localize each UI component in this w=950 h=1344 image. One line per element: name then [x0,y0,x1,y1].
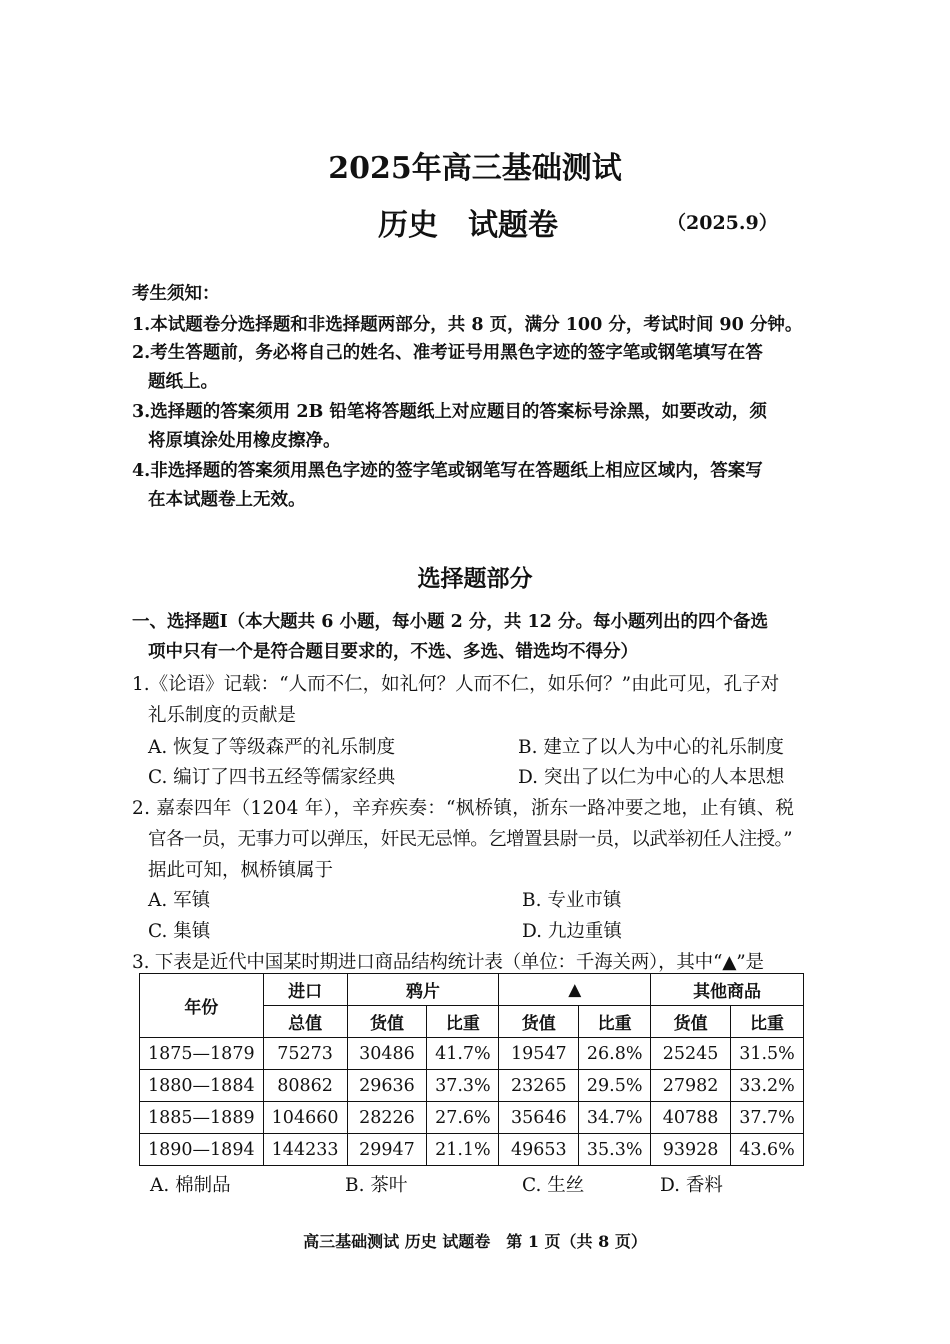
header-share: 比重 [579,1006,651,1038]
part-instructions: 项中只有一个是符合题目要求的，不选、多选、错选均不得分） [148,642,638,662]
page-footer: 高三基础测试 历史 试题卷 第 1 页（共 8 页） [303,1232,647,1251]
q1-stem: 礼乐制度的贡献是 [148,705,297,726]
q2-stem: 据此可知，枫桥镇属于 [148,860,334,881]
q2-option-b: B. 专业市镇 [522,890,622,911]
notice-line: 在本试题卷上无效。 [148,490,306,510]
table-cell: 23265 [499,1070,579,1102]
table-cell: 43.6% [731,1134,804,1166]
notice-line: 将原填涂处用橡皮擦净。 [148,431,341,451]
q1-stem: 1.《论语》记载：“人而不仁，如礼何？人而不仁，如乐何？”由此可见，孔子对 [132,674,780,695]
table-row [140,1070,804,1102]
table-cell: 35.3% [579,1134,651,1166]
header-total: 总值 [263,1006,347,1038]
notice-line: 3.选择题的答案须用 2B 铅笔将答题纸上对应题目的答案标号涂黑，如要改动，须 [132,402,767,422]
header-unknown-commodity: ▲ [499,974,651,1006]
table-cell: 27.6% [427,1102,499,1134]
table-cell: 35646 [499,1102,579,1134]
table-cell: 104660 [263,1102,347,1134]
table-cell: 1885—1889 [140,1102,264,1134]
q1-option-c: C. 编订了四书五经等儒家经典 [148,767,396,788]
q3-option-c: C. 生丝 [522,1175,585,1196]
header-other: 其他商品 [651,974,804,1006]
exam-subtitle: 历史 试题卷 [378,208,558,243]
q2-stem: 官各一员，无事力可以弹压，奸民无忌惮。乞增置县尉一员，以武举初任人注授。” [148,829,793,850]
exam-title: 2025年高三基础测试 [328,151,622,186]
header-value: 货值 [499,1006,579,1038]
q3-option-a: A. 棉制品 [150,1175,231,1196]
table-cell: 80862 [263,1070,347,1102]
table-cell: 75273 [263,1038,347,1070]
table-cell: 34.7% [579,1102,651,1134]
notice-line: 2.考生答题前，务必将自己的姓名、准考证号用黑色字迹的签字笔或钢笔填写在答 [132,343,763,363]
table-cell: 37.7% [731,1102,804,1134]
q3-option-b: B. 茶叶 [345,1175,408,1196]
q1-option-b: B. 建立了以人为中心的礼乐制度 [518,737,784,758]
q3-stem: 3. 下表是近代中国某时期进口商品结构统计表（单位：千海关两），其中“▲”是 [132,952,764,973]
table-cell: 40788 [651,1102,731,1134]
table-cell: 21.1% [427,1134,499,1166]
table-cell: 19547 [499,1038,579,1070]
import-structure-table [139,973,804,1166]
table-cell: 28226 [347,1102,427,1134]
table-cell: 37.3% [427,1070,499,1102]
q1-option-a: A. 恢复了等级森严的礼乐制度 [148,737,396,758]
q1-option-d: D. 突出了以仁为中心的人本思想 [518,767,785,788]
table-cell: 30486 [347,1038,427,1070]
table-cell: 1890—1894 [140,1134,264,1166]
notice-line: 题纸上。 [148,372,218,392]
header-value: 货值 [347,1006,427,1038]
table-cell: 49653 [499,1134,579,1166]
table-header-row [140,974,804,1006]
q3-option-d: D. 香料 [660,1175,723,1196]
table-cell: 26.8% [579,1038,651,1070]
table-cell: 33.2% [731,1070,804,1102]
table-cell: 27982 [651,1070,731,1102]
header-total: 进口 [263,974,347,1006]
table-cell: 1880—1884 [140,1070,264,1102]
header-share: 比重 [731,1006,804,1038]
exam-date: （2025.9） [667,212,778,234]
section-title: 选择题部分 [417,565,533,592]
table-cell: 93928 [651,1134,731,1166]
table-cell: 25245 [651,1038,731,1070]
notice-line: 4.非选择题的答案须用黑色字迹的签字笔或钢笔写在答题纸上相应区域内，答案写 [132,461,763,481]
header-share: 比重 [427,1006,499,1038]
table-cell: 1875—1879 [140,1038,264,1070]
header-opium: 鸦片 [347,974,499,1006]
table-row [140,1102,804,1134]
q2-stem: 2. 嘉泰四年（1204 年），辛弃疾奏：“枫桥镇，浙东一路冲要之地，止有镇、税 [132,798,795,819]
q2-option-a: A. 军镇 [148,890,211,911]
table-row [140,1038,804,1070]
table-cell: 29947 [347,1134,427,1166]
table-cell: 29636 [347,1070,427,1102]
notice-line: 1.本试题卷分选择题和非选择题两部分，共 8 页，满分 100 分，考试时间 90 分钟。 [132,315,803,335]
part-instructions: 一、选择题Ⅰ（本大题共 6 小题，每小题 2 分，共 12 分。每小题列出的四个备选 [132,612,768,632]
header-year: 年份 [140,974,264,1038]
q2-option-c: C. 集镇 [148,921,211,942]
table-cell: 41.7% [427,1038,499,1070]
table-row [140,1134,804,1166]
table-cell: 144233 [263,1134,347,1166]
header-value: 货值 [651,1006,731,1038]
table-cell: 29.5% [579,1070,651,1102]
notice-heading: 考生须知： [132,284,220,304]
table-cell: 31.5% [731,1038,804,1070]
q2-option-d: D. 九边重镇 [522,921,622,942]
